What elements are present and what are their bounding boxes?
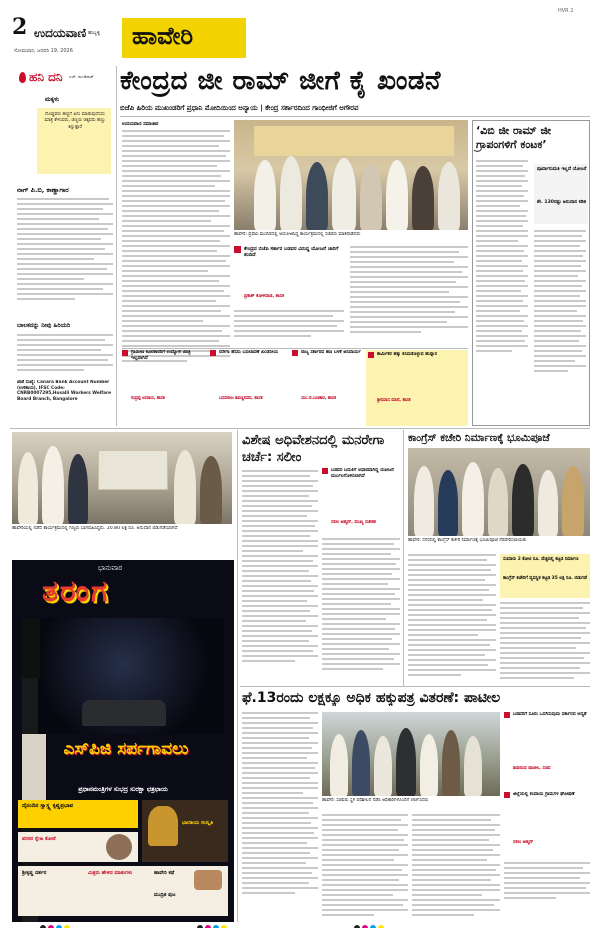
- hani-dani-badge: [17, 68, 113, 90]
- lower-rule: [240, 686, 590, 687]
- quotes-rule: [122, 348, 468, 349]
- story4-col-2: [322, 814, 408, 916]
- portrait: [194, 870, 222, 890]
- story4-col-1: [242, 712, 318, 916]
- ad-hero-photo: [22, 618, 224, 734]
- banner: [98, 450, 168, 490]
- vb-box-col-1: [476, 160, 528, 422]
- dateline: ಸೋಮವಾರ, ಜನವರಿ 19, 2026: [14, 48, 73, 54]
- story4-col-3: [412, 814, 500, 916]
- header: [10, 8, 590, 62]
- vb-box-title: ‘ವಿಬಿ ಜೀ ರಾಮ್ ಜೀ ಗ್ರಾಪಂಗಳಿಗೆ ಕಂಟಕ’: [476, 124, 552, 151]
- registration-marks: [40, 916, 580, 924]
- ad-promo-1: [18, 800, 138, 828]
- story2-col-2: [322, 538, 400, 684]
- page-number: 2: [12, 14, 28, 40]
- gold-figure: [148, 806, 178, 846]
- story3-photo: [408, 448, 590, 536]
- mid-divider: [237, 430, 238, 922]
- bottom-left-photo: [12, 432, 232, 524]
- promo-1-text: ದೈನಂದಿನ ಸ್ವಾಸ್ಥ್ಯ ಕೃಷ್ಣಪ್ರಭಾವ: [22, 803, 74, 809]
- lead-headline: ಕೇಂದ್ರದ ಜೀ ರಾಮ್ ಜೀಗೆ ಕೈ ಖಂಡನೆ: [120, 66, 441, 96]
- story2-col-1: [242, 470, 318, 684]
- story3-bullets: [500, 554, 590, 598]
- quote-mark-icon: [122, 350, 128, 356]
- mid-rule: [10, 428, 590, 429]
- vb-box-col-2: [534, 230, 586, 422]
- story4-quote-1: [504, 712, 590, 782]
- story-divider: [403, 430, 404, 686]
- quote-5-name: ಶ್ರೀನಿವಾಸ ಮಾನೆ, ಶಾಸಕ: [377, 398, 411, 403]
- quote-3-name: ಬಸವರಾಜ ಶಿವಣ್ಣನವರ, ಶಾಸಕ: [219, 396, 263, 401]
- story4-caption: ಹಾವೇರಿ: ಸಚಿವರು ಸ್ಥಳ ಪರಿಶೀಲನೆ ನಡೆಸಿ ಅಧಿಕಾರಿಗಳೊಂದಿಗೆ ಚರ್ಚಿಸಿದರು: [322, 798, 429, 803]
- lead-quote-1: [234, 246, 344, 306]
- portrait: [106, 834, 132, 860]
- edition-tag: ಹುಬ್ಬಳ್ಳಿ: [88, 30, 101, 36]
- quote-5-text: ಕಾರ್ಮಿಕರ ಹಕ್ಕು ಕಸಿದುಕೊಳ್ಳುವ ಹುನ್ನಾರ: [377, 352, 438, 357]
- quote-3: [210, 350, 290, 426]
- story3-bullet-2: ಕಾಂಗ್ರೆಸ್ ಕಚೇರಿಗೆ ವ್ಯವಸ್ಥಿತ ಕಟ್ಟಡ 35 ಲಕ್ಷ ರೂ. ಬಿಡುಗಡೆ: [503, 576, 587, 581]
- promo-4-text: ಹಾವೇರಿ ಕಥೆ: [154, 870, 175, 876]
- ad-sub: ಪ್ರಧಾನಮಂತ್ರಿಗಳ ಸುಭದ್ರ ಸುರಕ್ಷಾ ಛತ್ರಛಾಯ: [78, 786, 168, 793]
- story3-col-1: [408, 554, 496, 684]
- car: [82, 700, 166, 726]
- story2-headline: ವಿಶೇಷ ಅಧಿವೇಶನದಲ್ಲಿ ಮನರೇಗಾ ಚರ್ಚೆ: ಸಲೀಂ: [242, 433, 385, 465]
- quote-4-name: ಯು.ಬಿ.ಬಣಕಾರ, ಶಾಸಕ: [301, 396, 337, 401]
- vb-box-bullets: [534, 164, 588, 224]
- quote-mark-icon: [504, 792, 510, 798]
- ad-promo-2: [18, 832, 138, 862]
- ad-brand: ತರಂಗ: [42, 574, 110, 609]
- sidebar-divider: [116, 66, 117, 426]
- drop-icon: [19, 72, 26, 83]
- quote-5: [366, 350, 468, 426]
- story2-quote: [322, 468, 400, 532]
- quote-4: [292, 350, 364, 426]
- quote-mark-icon: [322, 468, 328, 474]
- taranga-ad: [12, 560, 234, 922]
- hani-dani-byline: ಎಚ್. ಡುಂಡಿರಾಜ್: [69, 74, 94, 79]
- quote-1-text: ಕೇಂದ್ರದ ಬಿಜೆಪಿ ಸರ್ಕಾರ ಬಡವರ ವಿರುದ್ಧ ಯೋಜನೆ ಜಾರಿಗೆ ತಂದಿದೆ: [244, 246, 339, 259]
- masthead: ಉದಯವಾಣಿ: [34, 26, 87, 40]
- quote-mark-icon: [368, 352, 374, 358]
- promo-2-text: ಪರಿಸರ ಸ್ನೇಹಿ ಕೋಟೆ: [22, 836, 56, 842]
- ad-promo-4: [18, 866, 228, 916]
- quote-1-name: ಪ್ರಕಾಶ್ ಕೋಳಿವಾಡ, ಶಾಸಕ: [244, 294, 285, 299]
- promo-3-text: ಭಾರತೀಯ ಸಂಸ್ಕೃತಿ: [182, 820, 214, 826]
- quote-2-text: ಗ್ರಾಮೀಣ ಕೂಲಿಕಾರರಿಗೆ ಉದ್ಯೋಗ ಖಾತ್ರಿ ಇಲ್ಲವಾಗಿದೆ: [131, 350, 191, 361]
- sidebar-ad-title: ನಾಗ್ ಪಿ.ಬಿ, ಕಾಣ್ಣಾಗಾರ: [17, 186, 69, 194]
- quote-mark-icon: [292, 350, 298, 356]
- lead-dateline: ಉದಯವಾಣಿ ಸಮಾಚಾರ: [122, 122, 159, 127]
- page-ref: HVR 2: [558, 8, 574, 14]
- banner: [254, 126, 454, 156]
- footer-3: ಮುದ್ರಿತ ಪುಟ: [154, 892, 176, 898]
- story3-caption: ಹಾವೇರಿ: ನಗರದಲ್ಲಿ ಕಾಂಗ್ರೆಸ್ ಕಚೇರಿ ನಿರ್ಮಾಣಕ್ಕೆ ಭೂಮಿಪೂಜೆ ನೆರವೇರಿಸಲಾಯಿತು: [408, 538, 527, 543]
- lead-rule: [120, 116, 590, 117]
- sidebar-text-2: [17, 334, 113, 378]
- footer-1: ಶ್ರೀಕೃಷ್ಣ ದರ್ಶನ: [22, 870, 47, 876]
- story4-col-4: [504, 862, 590, 916]
- bank-details: ಖಾತೆ ಸಂಖ್ಯೆ: Canara Bank Account Number (ಉಳಿತಾಯ), IFSC Code: CNRB0007295,Hosalli Workers Welfare Board Branch, Bangalore: [17, 380, 112, 402]
- poem-title: ಮಕ್ಕಳು: [45, 96, 60, 103]
- story2-quote-name: ಸಲೀಂ ಅಹ್ಮದ್, ಮುಖ್ಯ ಸಚೇತಕ: [331, 520, 376, 525]
- story2-quote-text: ಬಡವರ ಬದುಕಿಗೆ ಆಧಾರವಾಗಿದ್ದ ಯೋಜನೆ ದುರ್ಬಲಗೊಳಿಸಲಾಗಿದೆ: [331, 468, 394, 479]
- story4-quote-2-text: ಜಿಲ್ಲೆಯಲ್ಲಿ ಕಂದಾಯ ಗ್ರಾಮಗಳ ಘೋಷಣೆ: [513, 792, 575, 797]
- story3-bullet-1: ಸುಮಾರು 2 ಕೋಟಿ ರೂ. ವೆಚ್ಚದಲ್ಲಿ ಕಟ್ಟಡ ನಿರ್ಮಾಣ: [503, 557, 579, 562]
- quote-mark-icon: [234, 246, 241, 253]
- quote-2: [122, 350, 208, 426]
- footer-2: ಮಿತ್ರರು ಹೇಳಿದ ಮಾತುಗಳು: [88, 870, 133, 876]
- story4-quote-1-name: ಶಿವಾನಂದ ಪಾಟೀಲ, ಸಚಿವ: [513, 766, 551, 771]
- vb-bullet-1: ಪೂರ್ವಾನುಮತಿ ಇಲ್ಲದೆ ಯೋಜನೆ: [537, 167, 587, 172]
- poem-text: ದೊಡ್ಡವರು ಹಣ್ಣಿಗೆ ಏನು ಮಾಡುವುದೆಂದು ಮಾತ್ರ ಕೇಳುವರು, ಚಿಣ್ಣರು ಚಿಕ್ಕವರು ಹಣ್ಣು ತಿನ್ನುತ್ತಾರೆ: [44, 112, 106, 130]
- hani-dani-title: ಹನಿ ದನಿ: [29, 70, 63, 84]
- child-title: ಬಾಲಕನನ್ನು ನೀವು ಹಿರಿಯರಿ: [17, 322, 71, 329]
- quote-3-text: ನರೇಗಾ ಹೆಸರು ಬದಲಾವಣೆ ಖಂಡನೀಯ: [219, 350, 279, 355]
- lead-subhead: ಬಿಜೆಪಿ ಹಿರಿಯ ಮುಖಂಡರಿಗೆ ಪ್ರಧಾನಿ ಮೋದಿಯಿಂದ ಅನ್ಯಾಯ | ಕೇಂದ್ರ ಸರ್ಕಾರದಿಂದ ಗಾಂಧೀಜಿಗೆ ಅಗೌರವ: [120, 104, 359, 112]
- vb-bullet-2: ಶೇ. 130ರಷ್ಟು ಅನುದಾನ ಕಡಿತ: [537, 200, 587, 205]
- story4-photo: [322, 712, 500, 796]
- story4-quote-2: [504, 792, 590, 856]
- hani-dani-box: [17, 68, 113, 178]
- quote-2-name: ರುದ್ರಪ್ಪ ಲಮಾಣಿ, ಶಾಸಕ: [131, 396, 165, 401]
- section-title: ಹಾವೇರಿ: [132, 22, 194, 50]
- ad-headline: ಎಸ್‌ಪಿಜಿ ಸರ್ಪಗಾವಲು: [63, 739, 189, 759]
- story4-quote-2-name: ಸಲೀಂ ಅಹ್ಮದ್: [513, 840, 534, 845]
- quote-row: [122, 350, 468, 426]
- lead-col-2: [234, 310, 344, 346]
- quote-mark-icon: [210, 350, 216, 356]
- story3-headline: ಕಾಂಗ್ರೆಸ್ ಕಚೇರಿ ನಿರ್ಮಾಣಕ್ಕೆ ಭೂಮಿಪೂಜೆ: [408, 432, 550, 444]
- quote-4-text: ರಾಜ್ಯ ಸರ್ಕಾರದ ಹಣ ಬಳಕೆ ಅನಿವಾರ್ಯ: [301, 350, 361, 355]
- lead-photo: [234, 120, 468, 230]
- lead-photo-caption: ಹಾವೇರಿ: ಪ್ರವಾಸಿ ಮಂದಿರದಲ್ಲಿ ಆಯೋಜಿಸಿದ್ದ ಕಾರ್ಯಕ್ರಮದಲ್ಲಿ ಸಚಿವರು ಮಾತನಾಡಿದರು: [234, 232, 361, 237]
- ad-top: ಭಾನುವಾರ: [98, 564, 123, 572]
- lead-col-3: [350, 246, 468, 346]
- story4-headline: ಫೆ.13ರಂದು ಲಕ್ಷಕ್ಕೂ ಅಧಿಕ ಹಕ್ಕುಪತ್ರ ವಿತರಣೆ: ಪಾಟೀಲ: [242, 690, 501, 706]
- bottom-left-caption: ಹಾವೇರಿಯಲ್ಲಿ ನಡೆದ ಕಾರ್ಯಕ್ರಮದಲ್ಲಿ ಗಣ್ಯರು ಭಾಗವಹಿಸಿದ್ದರು. 20.80 ಲಕ್ಷ ರೂ. ಅನುದಾನ ಬಿಡುಗಡೆಯಾಗಿದೆ: [12, 526, 178, 531]
- ad-promo-3: [142, 800, 228, 862]
- story4-quote-1-text: ಬಡವರಿಗೆ ಸೂರು ಒದಗಿಸುವುದು ಸರ್ಕಾರದ ಆದ್ಯತೆ: [513, 712, 587, 717]
- story3-col-2: [500, 602, 590, 684]
- sidebar-text-1: [17, 198, 113, 318]
- quote-mark-icon: [504, 712, 510, 718]
